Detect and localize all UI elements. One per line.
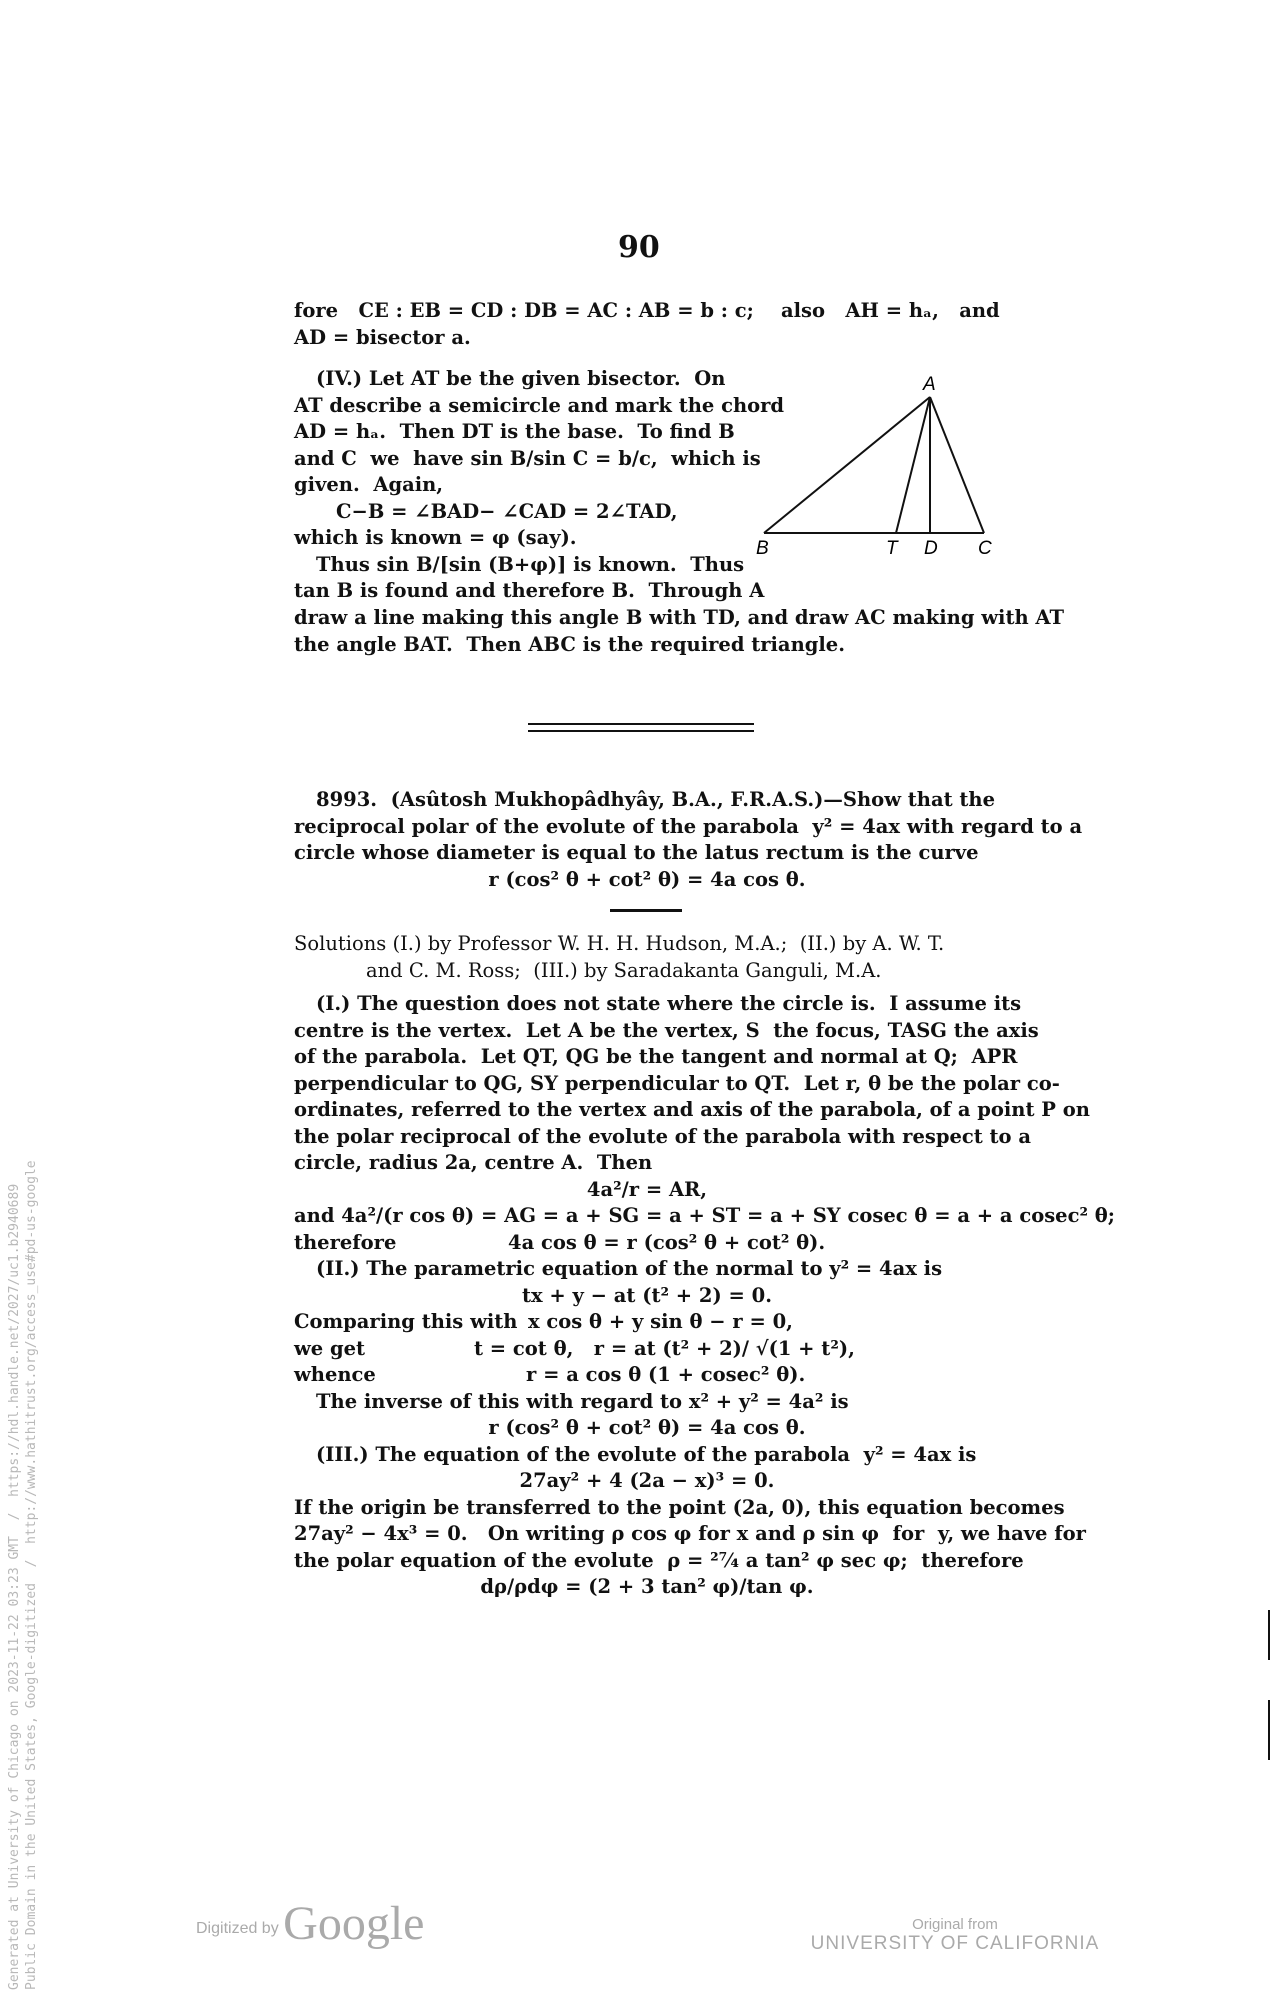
text-line: 27ay² − 4x³ = 0. On writing ρ cos φ for x and ρ sin φ for y, we have for [294,1522,1086,1545]
text-line: the angle BAT. Then ABC is the required triangle. [294,632,845,656]
line-ab [764,397,930,533]
text-line: centre is the vertex. Let A be the vertex, S the focus, TASG the axis [294,1018,1039,1042]
equation: 4a cos θ = r (cos² θ + cot² θ). [508,1230,826,1254]
equation-row [294,1336,1000,1363]
text-line: the polar reciprocal of the evolute of the parabola with respect to a [294,1124,1031,1148]
digitized-by-google [196,1896,424,1951]
text-line: ordinates, referred to the vertex and axis of the parabola, of a point P on [294,1098,1090,1121]
equation-row [294,1362,1000,1389]
edge-mark [1268,1610,1270,1660]
text-line: (IV.) Let AT be the given bisector. On [316,367,726,390]
text-line: If the origin be transferred to the point (2a, 0), this equation becomes [294,1495,1065,1519]
text-line: AD = hₐ. Then DT is the base. To find B [294,420,735,443]
equation: r (cos² θ + cot² θ) = 4a cos θ. [488,1416,806,1439]
text-line: (III.) The equation of the evolute of the parabola y² = 4ax is [316,1442,977,1466]
triangle-figure [750,370,1010,560]
equation: t = cot θ, r = at (t² + 2)/ √(1 + t²), [474,1336,855,1360]
equation: 27ay² + 4 (2a − x)³ = 0. [519,1469,775,1492]
hathitrust-margin-note [6,1160,40,1990]
problem-text: —Show that the [823,788,995,811]
double-rule-top [528,723,754,725]
problem-number: 8993. [316,788,378,811]
text-line: and C. M. Ross; (III.) by Saradakanta Ganguli, M.A. [366,958,882,982]
text-line: Thus sin B/[sin (B+φ)] is known. Thus [316,552,745,576]
label-a: A [923,374,936,395]
double-rule-bottom [528,730,754,732]
text-line: reciprocal polar of the evolute of the parabola y² = 4ax with regard to a [294,814,1083,838]
equation: C−B = ∠BAD− ∠CAD = 2∠TAD, [336,499,678,523]
equation: r (cos² θ + cot² θ) = 4a cos θ. [488,867,806,891]
text-line: and C we have sin B/sin C = b/c, which is [294,446,761,470]
text-line: (II.) The parametric equation of the normal to y² = 4ax is [316,1257,943,1280]
equation-label: we get [294,1336,366,1360]
university-name: UNIVERSITY OF CALIFORNIA [810,1933,1100,1954]
equation: x cos θ + y sin θ − r = 0, [528,1310,793,1333]
equation-row [294,1230,1000,1257]
equation: tx + y − at (t² + 2) = 0. [522,1283,772,1307]
text-line: (I.) The question does not state where the circle is. I assume its [316,992,1022,1015]
problem-header [294,787,1000,814]
label-d: D [924,538,938,559]
text-line: perpendicular to QG, SY perpendicular to QT. Let r, θ be the polar co- [294,1071,1060,1095]
label-b: B [756,538,769,559]
problem-8993 [294,787,1083,893]
short-rule [610,909,682,912]
equation: r = a cos θ (1 + cosec² θ). [526,1363,806,1386]
equation-label: therefore [294,1230,397,1254]
margin-line-1: Generated at University of Chicago on 2023-11-22 03:23 GMT / https://hdl.handle.net/2027/uc1.b2940689 [7,1183,22,1990]
text-line: AD = bisector a. [294,325,471,349]
line-at [896,397,930,533]
line-ac [930,397,984,533]
digitized-by-text: Digitized by [196,1920,279,1937]
page-number: 90 [618,230,660,265]
label-t: T [886,538,898,559]
text-line: tan B is found and therefore B. Through A [294,579,765,602]
text-line: the polar equation of the evolute ρ = ²⁷⁄₄ a tan² φ sec φ; therefore [294,1548,1024,1572]
solutions-credits [294,931,1000,984]
margin-line-2: Public Domain in the United States, Google-digitized / http://www.hathitrust.org/access_use#pd-us-google [24,1160,39,1990]
equation-row [294,1309,1000,1336]
solution-body [294,991,1115,1601]
edge-mark [1268,1700,1270,1760]
solution-part-iv-end [294,605,1064,658]
text-line: which is known = φ (say). [294,526,577,549]
text-line: circle, radius 2a, centre A. Then [294,1151,653,1174]
original-from-text: Original from [912,1916,998,1933]
google-logo: Google [283,1897,425,1950]
equation: 4a²/r = AR, [586,1177,708,1201]
equation: and 4a²/(r cos θ) = AG = a + SG = a + ST = a + SY cosec θ = a + a cosec² θ; [294,1204,1115,1227]
equation: dρ/ρdφ = (2 + 3 tan² φ)/tan φ. [480,1575,814,1598]
equation-label: Comparing this with [294,1310,518,1333]
problem-author: (Asûtosh Mukhopâdhyây, B.A., F.R.A.S.) [390,788,824,811]
text-line: fore CE : EB = CD : DB = AC : AB = b : c; also AH = hₐ, and [294,299,1000,322]
text-line: draw a line making this angle B with TD, and draw AC making with AT [294,606,1064,629]
original-from [810,1916,1100,1955]
equation-label: whence [294,1363,376,1386]
text-line: The inverse of this with regard to x² + y² = 4a² is [316,1389,849,1413]
text-line: Solutions (I.) by Professor W. H. H. Hudson, M.A.; (II.) by A. W. T. [294,932,945,955]
text-line: of the parabola. Let QT, QG be the tangent and normal at Q; APR [294,1045,1018,1068]
text-line: circle whose diameter is equal to the latus rectum is the curve [294,841,979,864]
continuation-text [294,298,1000,351]
text-line: given. Again, [294,473,444,496]
label-c: C [978,538,992,559]
text-line: AT describe a semicircle and mark the chord [294,393,785,417]
solution-part-iv [294,366,785,605]
